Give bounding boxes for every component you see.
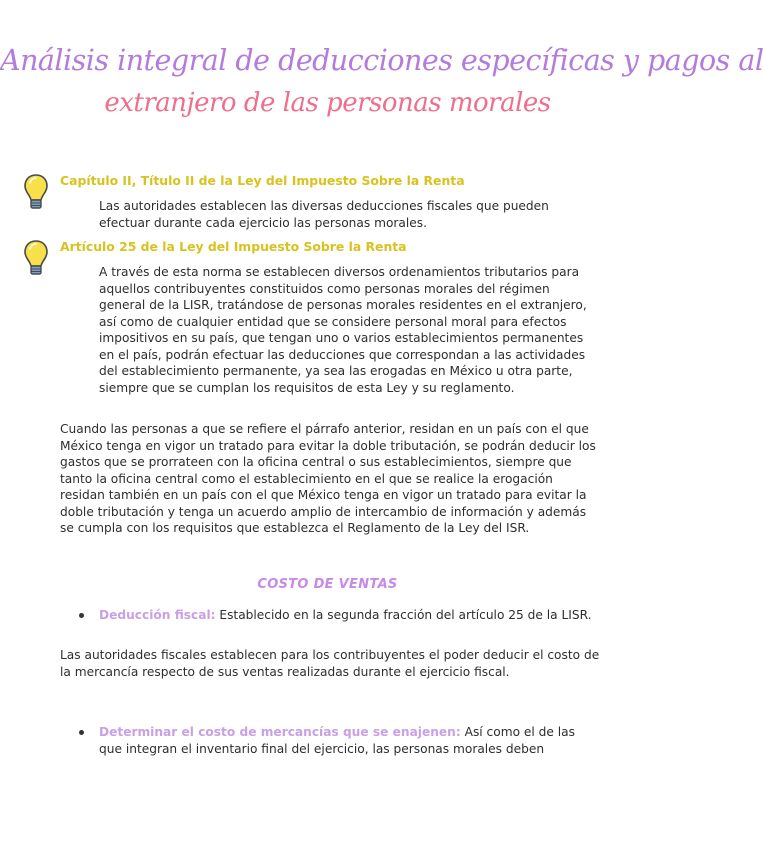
section-heading: Artículo 25 de la Ley del Impuesto Sobre la Renta: [60, 239, 407, 254]
section-heading: Capítulo II, Título II de la Ley del Impuesto Sobre la Renta: [60, 173, 465, 188]
lightbulb-icon: [22, 238, 50, 278]
section-body: A través de esta norma se establecen diversos ordenamientos tributarios para aquellos contribuyentes constituidos como personas morales del régimen general de la LISR, tratándose de personas morales residentes en el extranjero, así como de cualquier entidad que se considere personal moral para efectos impositivos en su país, que tengan uno o varios establecimientos permanentes en el país, podrán efectuar las deducciones que correspondan a las actividades del establecimiento permanente, ya sea las erogadas en México u otra parte, siempre que se cumplan los requisitos de esta Ley y su reglamento.: [99, 265, 587, 395]
list-item: [79, 607, 599, 624]
list-item: [79, 724, 599, 757]
section-body: Las autoridades establecen las diversas deducciones fiscales que pueden efectuar durante cada ejercicio las personas morales.: [99, 199, 549, 230]
bullet-text: Así como el de las que integran el inventario final del ejercicio, las personas morales deben: [99, 725, 575, 756]
costo-paragraph: Las autoridades fiscales establecen para los contribuyentes el poder deducir el costo de la mercancía respecto de sus ventas realizadas durante el ejercicio fiscal.: [60, 648, 600, 679]
document-title-line-2: extranjero de las personas morales: [104, 88, 551, 118]
bullet-highlight: Determinar el costo de mercancías que se enajenen:: [99, 725, 461, 739]
costo-de-ventas-heading: COSTO DE VENTAS: [257, 577, 398, 592]
bullet-text: Establecido en la segunda fracción del artículo 25 de la LISR.: [215, 608, 592, 622]
document-title-line-1: Análisis integral de deducciones específicas y pagos al: [0, 44, 763, 77]
treaty-paragraph: Cuando las personas a que se refiere el párrafo anterior, residan en un país con el que México tenga en vigor un tratado para evitar la doble tributación, se podrán deducir los gastos que se prorrateen con la oficina central o sus establecimientos, siempre que tanto la oficina central como el establecimiento en el que se realice la erogación residan también en un país con el que México tenga en vigor un tratado para evitar la doble tributación y tenga un acuerdo amplio de intercambio de información y además se cumpla con los requisitos que establezca el Reglamento de la Ley del ISR.: [60, 422, 596, 535]
bullet-icon: [79, 613, 84, 618]
bullet-highlight: Deducción fiscal:: [99, 608, 216, 622]
lightbulb-icon: [22, 172, 50, 212]
bullet-icon: [79, 730, 84, 735]
